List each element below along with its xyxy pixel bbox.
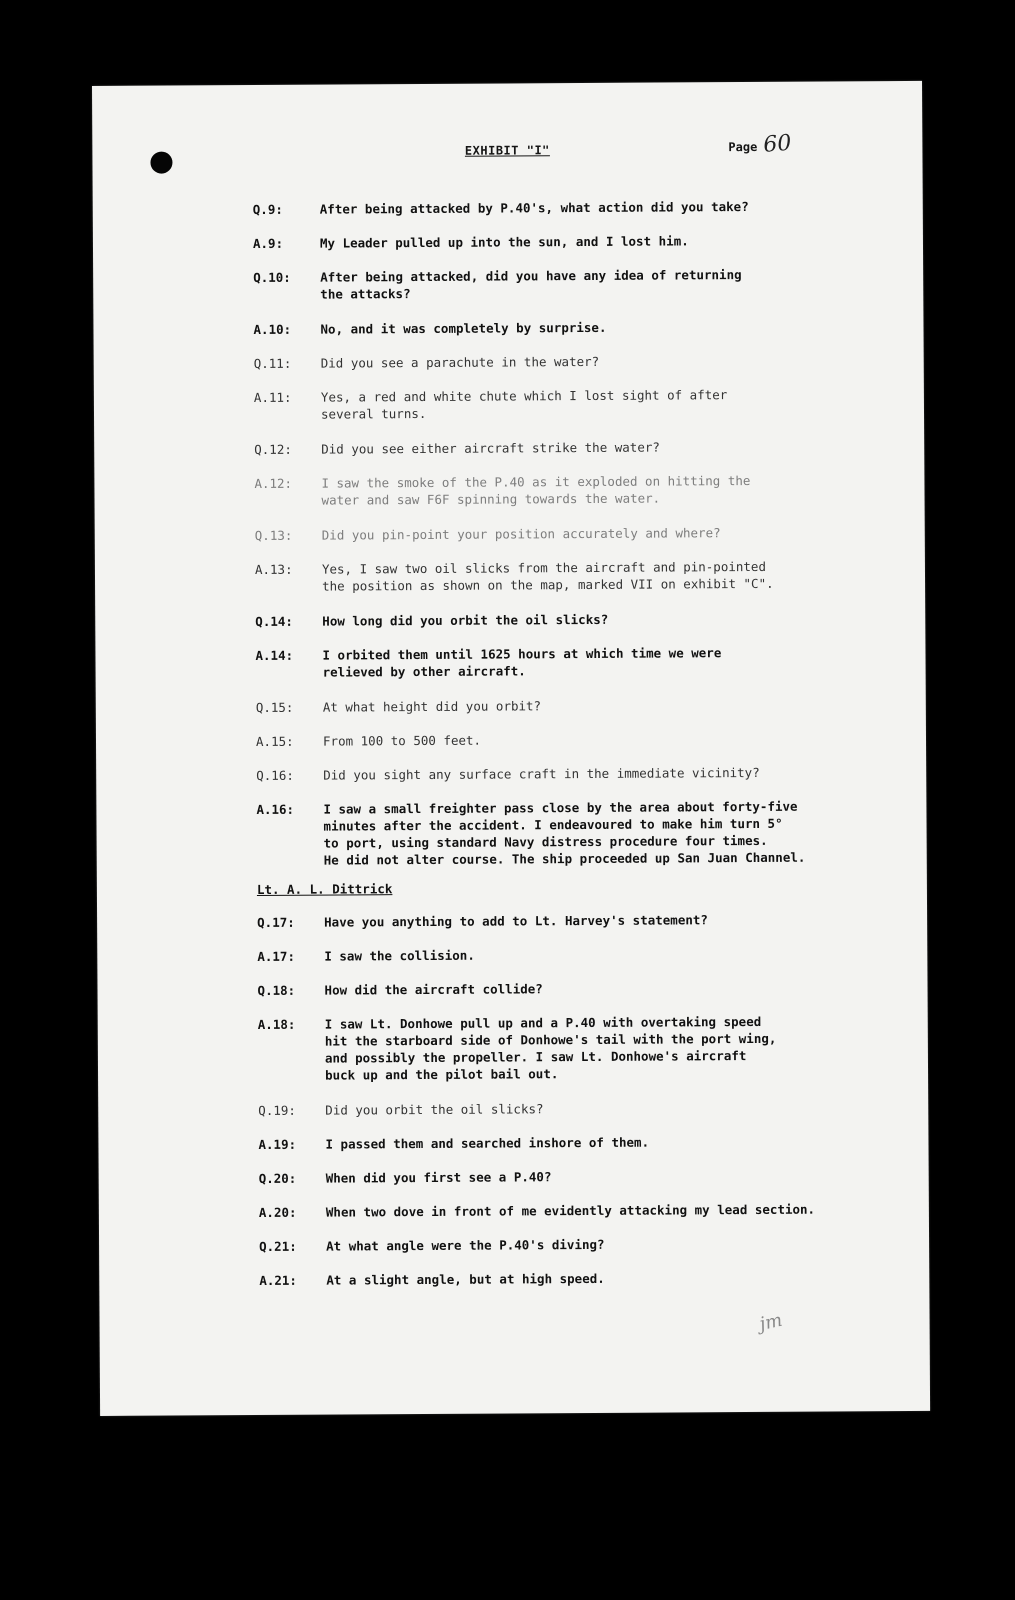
entry-text: When two dove in front of me evidently attacking my lead section. [325, 1201, 816, 1220]
entry-a18 [258, 1012, 888, 1084]
entry-text: I saw the smoke of the P.40 as it exploded on hitting the water and saw F6F spinning towards the water. [321, 472, 751, 508]
witness-heading: Lt. A. L. Dittrick [256, 881, 393, 898]
entry-label: A.17: [257, 948, 296, 965]
entry-a21 [259, 1268, 889, 1289]
entry-text: Yes, I saw two oil slicks from the aircraft and pin-pointed the position as shown on the map, marked VII on exhibit "C". [321, 558, 774, 594]
entry-a16 [256, 797, 886, 869]
entry-label: A.19: [258, 1136, 297, 1153]
document-page [92, 81, 930, 1416]
entry-a20 [259, 1200, 965, 1221]
entry-text: How long did you orbit the oil slicks? [322, 611, 609, 629]
entry-text: How did the aircraft collide? [324, 981, 543, 998]
entry-label: A.20: [258, 1204, 297, 1221]
entry-text: I saw Lt. Donhowe pull up and a P.40 with overtaking speed hit the starboard side of Donhowe's tail with the port wing, and possibly the propeller. I saw Lt. Donhowe's aircraft buck up and the pilot bail out. [324, 1013, 777, 1083]
entry-text: At a slight angle, but at high speed. [326, 1270, 605, 1288]
entry-text: Did you orbit the oil slicks? [325, 1101, 544, 1118]
entry-label: Q.20: [258, 1170, 297, 1187]
entry-text: Did you see a parachute in the water? [320, 353, 600, 371]
entry-label: Q.14: [255, 613, 293, 630]
entry-label: A.15: [255, 733, 294, 750]
entries-block-1 [253, 197, 887, 881]
entry-q18 [257, 978, 887, 999]
entry-q12 [254, 437, 884, 458]
entry-label: Q.19: [258, 1102, 296, 1119]
entry-text: My Leader pulled up into the sun, and I lost him. [319, 233, 689, 251]
page-label-text: Page [728, 139, 758, 155]
entry-text: After being attacked, did you have any idea of returning the attacks? [320, 267, 742, 302]
entry-label: Q.15: [255, 699, 294, 716]
entry-label: A.11: [253, 389, 292, 406]
entry-label: Q.10: [253, 269, 291, 286]
entry-text: After being attacked by P.40's, what action did you take? [319, 198, 749, 217]
entry-q15 [256, 695, 886, 716]
entry-label: A.18: [257, 1016, 296, 1033]
entry-q16 [256, 763, 886, 784]
entry-q9 [253, 197, 883, 218]
entry-text: No, and it was completely by surprise. [320, 319, 607, 337]
page-number: 60 [762, 130, 793, 158]
entry-a9 [253, 231, 883, 252]
entry-a11 [254, 385, 884, 423]
entry-a10 [253, 317, 883, 338]
entry-text: Yes, a red and white chute which I lost sight of after several turns. [320, 387, 728, 422]
entry-text: Did you see either aircraft strike the water? [321, 439, 660, 457]
entry-text: When did you first see a P.40? [325, 1169, 552, 1186]
entry-label: Q.16: [256, 767, 294, 784]
entry-label: Q.18: [257, 982, 296, 999]
entry-text: Did you pin-point your position accurately and where? [321, 525, 721, 543]
entry-label: A.10: [253, 321, 292, 338]
entry-q13 [255, 523, 885, 544]
entry-text: At what angle were the P.40's diving? [326, 1236, 605, 1254]
entries-block-2 [257, 910, 889, 1304]
entry-a19 [258, 1132, 888, 1153]
entry-label: A.21: [259, 1272, 297, 1289]
entry-label: Q.21: [259, 1238, 297, 1255]
entry-label: A.16: [256, 801, 295, 818]
entry-label: A.9: [252, 235, 284, 252]
entry-text: Have you anything to add to Lt. Harvey's statement? [324, 912, 708, 930]
entry-text: I saw a small freighter pass close by the area about forty-five minutes after the accident. I endeavoured to make him turn 5° to port, using standard Navy distress procedure four times. He did not alter course. The ship proceeded up San Juan Channel. [323, 798, 806, 868]
entry-q10 [253, 265, 883, 303]
entry-a13 [255, 557, 885, 595]
entry-label: Q.13: [254, 527, 293, 544]
entry-text: From 100 to 500 feet. [322, 732, 482, 749]
interview-entries [253, 197, 890, 1304]
entry-text: I saw the collision. [324, 947, 475, 964]
entry-label: Q.12: [254, 441, 292, 458]
entry-a17 [257, 944, 887, 965]
entry-label: Q.11: [253, 355, 292, 372]
entry-q19 [258, 1098, 888, 1119]
page-label [728, 132, 791, 157]
entry-q14 [255, 609, 885, 630]
entry-text: I orbited them until 1625 hours at which time we were relieved by other aircraft. [322, 645, 722, 680]
entry-q21 [259, 1234, 889, 1255]
entry-label: A.12: [254, 475, 293, 492]
entry-label: Q.9: [252, 201, 283, 218]
entry-text: At what height did you orbit? [322, 698, 542, 715]
entry-q11 [254, 351, 884, 372]
entry-q17 [257, 910, 887, 931]
entry-a15 [256, 729, 886, 750]
entry-text: Did you sight any surface craft in the immediate vicinity? [323, 764, 760, 783]
entry-label: A.13: [254, 561, 293, 578]
entry-a14 [255, 643, 885, 681]
entry-label: A.14: [255, 647, 294, 664]
handwritten-initials: jm [757, 1309, 785, 1336]
entry-q20 [259, 1166, 889, 1187]
exhibit-title: EXHIBIT "I" [464, 143, 550, 158]
entry-text: I passed them and searched inshore of them. [325, 1134, 650, 1152]
entry-a12 [254, 471, 884, 509]
entry-label: Q.17: [257, 914, 295, 931]
